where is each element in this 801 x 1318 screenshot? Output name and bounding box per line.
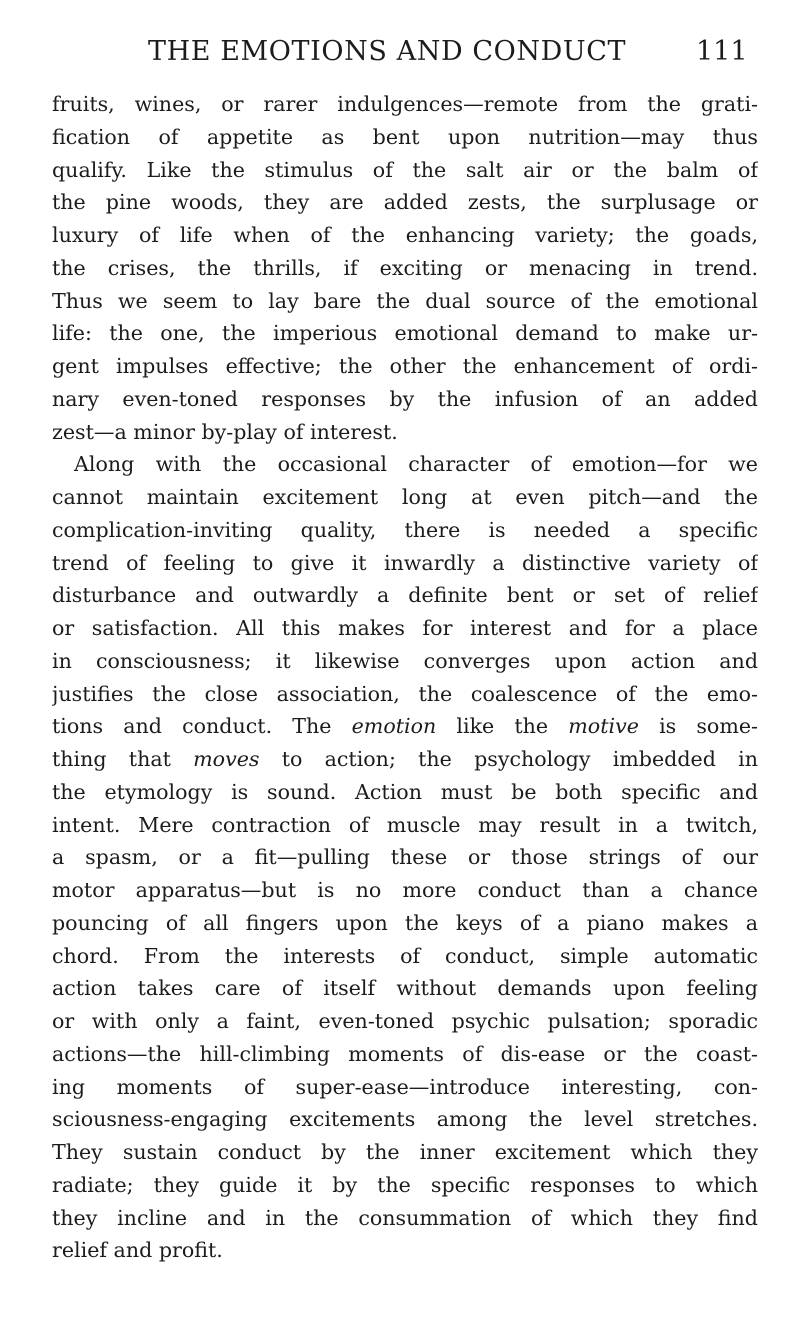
- text-line: they incline and in the consummation of which they find: [52, 1205, 758, 1230]
- text-line: zest—a minor by-play of interest.: [52, 419, 398, 444]
- body-text: [52, 88, 758, 1267]
- running-head: THE EMOTIONS AND CONDUCT: [148, 36, 627, 67]
- text-line: nary even-toned responses by the infusion of an added: [52, 386, 758, 411]
- text-line: justifies the close association, the coalescence of the emo-: [52, 681, 758, 706]
- text-line: motor apparatus—but is no more conduct than a chance: [52, 878, 758, 902]
- text-line: sciousness-engaging excitements among the level stretches.: [52, 1107, 758, 1132]
- text-line: complication-inviting quality, there is needed a specific: [52, 517, 758, 542]
- text-line: the pine woods, they are added zests, the surplusage or: [52, 190, 758, 215]
- text-segment: thing that: [52, 747, 171, 771]
- text-line: actions—the hill-climbing moments of dis-ease or the coast-: [52, 1041, 758, 1066]
- text-line: relief and profit.: [52, 1238, 223, 1263]
- text-line: radiate; they guide it by the specific responses to which: [52, 1172, 758, 1197]
- page-header: [0, 36, 801, 76]
- text-line: qualify. Like the stimulus of the salt air or the balm of: [52, 157, 758, 182]
- text-line: [52, 743, 758, 776]
- italic-word: motive: [568, 714, 639, 739]
- text-line: or satisfaction. All this makes for interest and for a place: [52, 616, 758, 640]
- text-line: the etymology is sound. Action must be both specific and: [52, 779, 758, 804]
- text-line: cannot maintain excitement long at even pitch—and the: [52, 485, 758, 509]
- text-line: They sustain conduct by the inner excitement which they: [52, 1140, 758, 1164]
- text-segment: is some-: [659, 714, 758, 739]
- text-line: luxury of life when of the enhancing variety; the goads,: [52, 223, 758, 247]
- text-line: Thus we seem to lay bare the dual source of the emotional: [52, 288, 758, 313]
- text-line: action takes care of itself without demands upon feeling: [52, 976, 758, 1001]
- text-line: or with only a faint, even-toned psychic pulsation; sporadic: [52, 1009, 758, 1033]
- text-line: disturbance and outwardly a definite bent or set of relief: [52, 583, 758, 608]
- text-line: intent. Mere contraction of muscle may result in a twitch,: [52, 812, 758, 837]
- text-line: in consciousness; it likewise converges upon action and: [52, 648, 758, 673]
- page-number: 111: [696, 36, 748, 67]
- text-line: chord. From the interests of conduct, simple automatic: [52, 943, 758, 968]
- text-line: a spasm, or a fit—pulling these or those strings of our: [52, 845, 758, 870]
- text-line: the crises, the thrills, if exciting or menacing in trend.: [52, 255, 758, 280]
- text-line: Along with the occasional character of emotion—for we: [74, 452, 758, 477]
- text-line: fruits, wines, or rarer indulgences—remote from the grati-: [52, 92, 758, 116]
- text-line: life: the one, the imperious emotional demand to make ur-: [52, 321, 758, 346]
- text-line: fication of appetite as bent upon nutrition—may thus: [52, 124, 758, 149]
- text-line: ing moments of super-ease—introduce interesting, con-: [52, 1074, 758, 1099]
- text-segment: tions and conduct. The: [52, 714, 332, 739]
- text-line: pouncing of all fingers upon the keys of a piano makes a: [52, 910, 758, 935]
- text-segment: like the: [456, 714, 549, 739]
- text-line: gent impulses effective; the other the enhancement of ordi-: [52, 354, 758, 378]
- italic-word: moves: [193, 747, 260, 771]
- italic-word: emotion: [351, 714, 437, 739]
- text-line: trend of feeling to give it inwardly a distinctive variety of: [52, 550, 758, 575]
- text-segment: to action; the psychology imbedded in: [281, 747, 758, 771]
- text-line: [52, 710, 758, 743]
